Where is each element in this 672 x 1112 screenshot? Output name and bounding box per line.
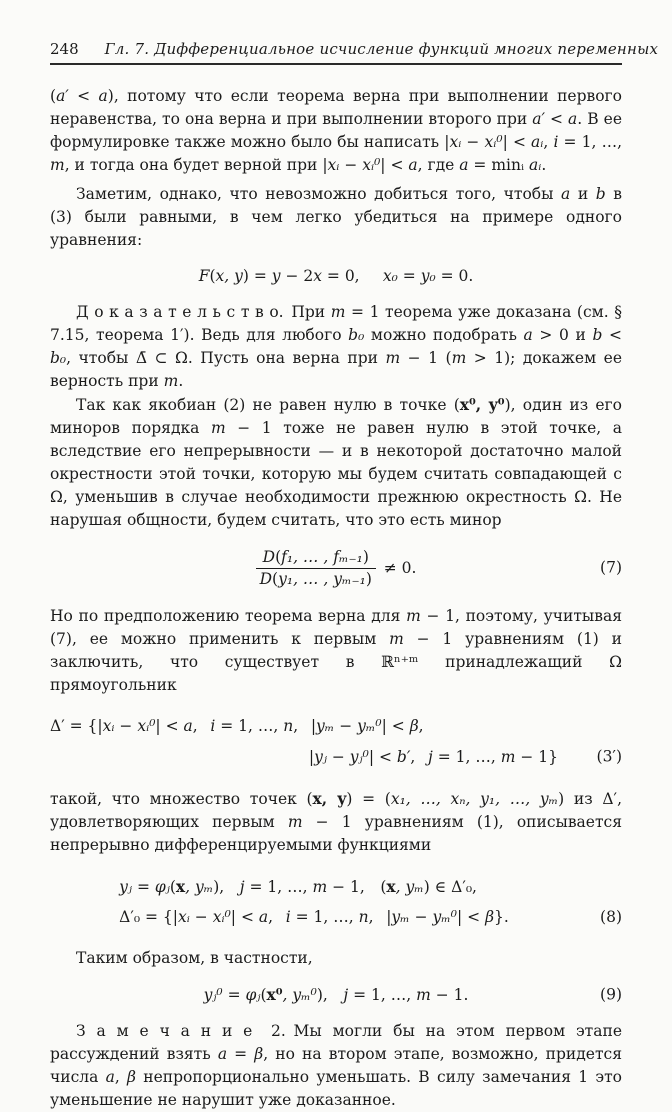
equation-3prime [50, 711, 622, 773]
equation-7 [50, 547, 622, 590]
equation-7-rest: ≠ 0. [375, 558, 417, 577]
equation-example [50, 265, 622, 288]
equation-number-8: (8) [600, 907, 622, 926]
equation-example-body: F(x, y) = y − 2x = 0, x₀ = y₀ = 0. [198, 267, 474, 285]
paragraph-jacobian: Так как якобиан (2) не равен нулю в точке (x⁰, y⁰), один из его миноров порядка m − 1 тоже не равен нулю в этой точке, а вследствие его непрерывности — и в некоторой достаточно малой окрестности этой точки, которую мы будем считать совпадающей с Ω, уменьшив в случае необходимости прежнюю окрестность Ω. Не нарушая общности, будем считать, что это есть минор [50, 395, 622, 529]
paragraph-such-that: такой, что множество точек (x, y) = (x₁, …, xₙ, y₁, …, yₘ) из Δ′, удовлетворяющих первым m − 1 уравнениям (1), описывается непрерывно дифференцируемыми функциями [50, 788, 623, 854]
paragraph-remark-note: Заметим, однако, что невозможно добиться того, чтобы a и b в (3) были равными, в чем легко убедиться на примере одного уравнения: [50, 185, 623, 249]
equation-number-7: (7) [600, 558, 622, 577]
page-number: 248 [50, 40, 79, 58]
paragraph-remark-2: З а м е ч а н и е 2. Мы могли бы на этом первом этапе рассуждений взять a = β, но на втором этапе, возможно, придется числа a, β непропорционально уменьшать. В силу замечания 1 это уменьшение не нарушит уже доказанное. [50, 1021, 622, 1109]
equation-3prime-line2 [50, 742, 622, 773]
equation-number-9: (9) [600, 985, 622, 1004]
paragraph-thus: Таким образом, в частности, [76, 948, 313, 967]
jacobian-fraction [256, 547, 376, 590]
equation-8-line1: yⱼ = φⱼ(x, yₘ), j = 1, …, m − 1, (x, yₘ) ∈ Δ′₀, [119, 876, 477, 896]
paragraph-intro: (a′ < a), потому что если теорема верна при выполнении первого неравенства, то она верна и при выполнении второго при a′ < a. В ее формулировке также можно было бы написать |xᵢ − xᵢ⁰| < aᵢ, i = 1, …, m, и тогда она будет верной при |xᵢ − xᵢ⁰| < a, где a = minᵢ aᵢ. [50, 87, 623, 174]
equation-8 [50, 872, 622, 932]
paragraph-induction: Но по предположению теорема верна для m − 1, поэтому, учитывая (7), ее можно применить к первым m − 1 уравнениям (1) и заключить, что существует в ℝⁿ⁺ᵐ принадлежащий Ω прямоугольник [50, 606, 622, 694]
equation-9 [50, 983, 622, 1007]
equation-9-body: yⱼ⁰ = φⱼ(x⁰, yₘ⁰), j = 1, …, m − 1. [203, 984, 469, 1004]
equation-8-body [119, 872, 509, 932]
fraction-denominator: D(y₁, … , yₘ₋₁) [256, 568, 376, 590]
paragraph-proof: Д о к а з а т е л ь с т в о. При m = 1 теорема уже доказана (см. § 7.15, теорема 1′). Ведь для любого b₀ можно подобрать a > 0 и b < b₀, чтобы Δ̄ ⊂ Ω. Пусть она верна при m − 1 (m > 1); докажем ее верность при m. [50, 303, 623, 390]
equation-number-3prime: (3′) [596, 747, 622, 766]
fraction-numerator: D(f₁, … , fₘ₋₁) [262, 548, 369, 566]
chapter-title: Гл. 7. Дифференциальное исчисление функций многих переменных [104, 40, 659, 58]
running-header [50, 40, 659, 65]
equation-3prime-line2-body: |yⱼ − yⱼ⁰| < b′, j = 1, …, m − 1} [308, 747, 558, 766]
equation-3prime-line1: Δ′ = {|xᵢ − xᵢ⁰| < a, i = 1, …, n, |yₘ − yₘ⁰| < β, [50, 716, 424, 735]
equation-8-line2: Δ′₀ = {|xᵢ − xᵢ⁰| < a, i = 1, …, n, |yₘ − yₘ⁰| < β}. [119, 907, 509, 926]
page-body [50, 85, 622, 1112]
